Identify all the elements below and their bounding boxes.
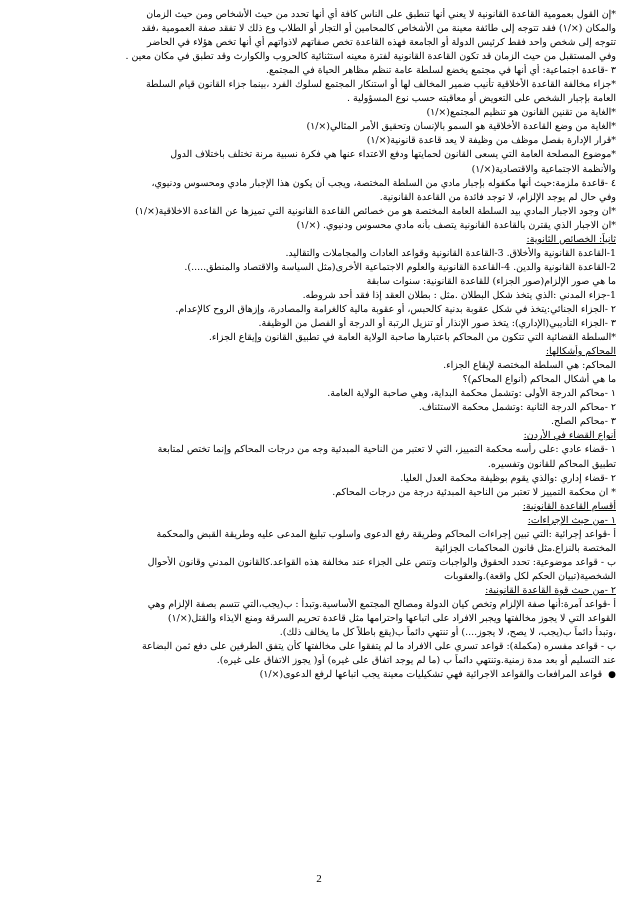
text-line: القواعد التي لا يجوز مخالفتها ويجبر الافراد على اتباعها واحترامها مثل قاعدة تحريم السرقة ومنع الايذاء والقتل(×/١): [167, 613, 616, 625]
text-line: * ان محكمة التمييز لا تعتبر من الناحية المبدئية درجة من درجات المحاكم.: [332, 486, 616, 498]
text-line: ما هي صور الإلزام(صور الجزاء) للقاعدة القانونية: سنوات سابقة: [366, 275, 616, 287]
section-heading: أنواع القضاء في الأردن:: [523, 430, 616, 442]
text-line: *قرار الإدارة بفصل موظف من وظيفة لا يعد قاعدة قانونية(×/١): [366, 135, 616, 147]
text-line: المحاكم: هي السلطة المختصة لإيقاع الجزاء.: [443, 360, 616, 372]
text-line: عند التسليم أو بعد مدة زمنية.وتنتهي دائماً ب (ما لم يوجد اتفاق على غيره) أو( يجوز الاتفاق على غيره).: [216, 655, 616, 667]
text-line: والمكان (×/١) فقد تتوجه إلى طائفة معينة من الأشخاص كالمحامين أو التجار أو الطلاب وع ذلك لا تفقد صفة العمومية ،فقد: [141, 23, 616, 35]
text-line: ،وتبدأ دائماً ب(يجب، لا يصح، لا يجوز....) أو تنتهي دائماً ب(يقع باطلاً كل ما يخالف ذلك).: [279, 627, 616, 639]
text-line: الشخصية(تبيان الحكم لكل واقعة).والعقوبات: [444, 570, 616, 582]
section-heading: ثانياً: الخصائص الثانوية:: [526, 233, 616, 245]
text-line: *جزاء مخالفة القاعدة الأخلاقية تأنيب ضمير المخالف لها أو استنكار المجتمع لسلوك الفرد ،بينما جزاء القانون قيام السلطة: [145, 79, 616, 91]
section-heading: ١ -من حيث الإجراءات:: [527, 514, 616, 526]
bullet-icon: ●: [608, 670, 616, 681]
text-line: ١ -محاكم الدرجة الأولى :وتشمل محكمة البداية، وهي صاحبة الولاية العامة.: [327, 388, 616, 400]
text-line: والأنظمة الاجتماعية والاقتصادية(×/١): [471, 163, 616, 175]
text-line: 1-القاعدة القانونية والأخلاق. 3-القاعدة القانونية وقواعد العادات والمجاملات والتقاليد.: [285, 247, 616, 259]
section-heading: المحاكم وأشكالها:: [545, 346, 616, 358]
text-line: *موضوع المصلحة العامة التي يسعى القانون لحمايتها ودفع الاعتداء عنها هي فكرة نسبية مرنة تختلف باختلاف الدول: [170, 149, 616, 161]
text-line: 1-جزاء المدني :الذي يتخذ شكل البطلان .مثل : بطلان العقد إذا فقد أحد شروطه.: [302, 289, 616, 301]
text-line: ب - قواعد موضوعية: تحدد الحقوق والواجبات وتنص على الجزاء عند مخالفة هذه القواعد.كالقانون المدني وقانون الأحوال: [147, 556, 616, 568]
section-heading: ٢ -من حيث قوة القاعدة القانونية:: [485, 584, 616, 596]
text-line: تطبيق المحاكم للقانون وتفسيره.: [487, 458, 616, 470]
bullet-text: قواعد المرافعات والقواعد الاجرائية فهي تشكيليات معينة يجب اتباعها لرفع الدعوى(×/١): [259, 669, 603, 681]
text-line: ٢ -الجزاء الجنائي:يتخذ في شكل عقوبة بدنية كالحبس، أو عقوبة مالية كالغرامة والمصادرة، وإزهاق الروح كالإعدام.: [175, 303, 616, 315]
text-line: تتوجه إلى شخص واحد فقط كرئيس الدولة أو الجامعة فهذه القاعدة تخص صفاتهم لاذواتهم أي أنها تخص هؤلاء في الحاضر: [147, 37, 616, 49]
page-number: 2: [316, 873, 322, 885]
text-line: 2-القاعدة القانونية والدين. 4-القاعدة القانونية والعلوم الاجتماعية الأخرى(مثل السياسة والاقتصاد والمنطق.....).: [184, 261, 616, 273]
text-line: ما هي أشكال المحاكم (أنواع المحاكم)؟: [462, 374, 616, 386]
text-line: *ان وجود الاجبار المادي بيد السلطة العامة المختصة هو من خصائص القاعدة القانونية التي تميزها عن القاعدة الاخلاقية(×/١): [135, 205, 616, 217]
text-line: العامة بإجبار الشخص على التعويض أو معاقبته حسب نوع المسؤولية .: [347, 93, 616, 105]
text-line: وفي المستقبل من حيث الزمان قد تكون القاعدة القانونية لفترة معينه استثنائية كالحروب والكوارث وقد تطبق في مكان معين .: [125, 51, 616, 63]
text-line: ٤ -قاعدة ملزمة:حيث أنها مكفوله بإجبار مادي من السلطة المختصة، ويجب أن يكون هذا الإجبار مادي ومحسوس ودنيوي،: [151, 177, 616, 189]
text-line: *الغاية من وضع القاعدة الأخلاقية هو السمو بالإنسان وتحقيق الأمر المثالي(×/١): [306, 121, 616, 133]
bullet-line: [22, 668, 616, 682]
text-line: ب - قواعد مفسره (مكملة): قواعد تسري على الافراد ما لم يتفقوا على مخالفتها كأن يتفق الطرفين على دفع ثمن البضاعة: [141, 641, 616, 653]
text-line: ٢ -محاكم الدرجة الثانية :وتشمل محكمة الاستئناف.: [418, 402, 616, 414]
text-line: أ -قواعد آمرة:أنها صفة الإلزام وتخص كيان الدولة ومصالح المجتمع الأساسية.وتبدأ : ب(يجب،التي تتسم بصفة الإلزام وهي: [147, 598, 616, 610]
text-line: *الغاية من تقنين القانون هو تنظيم المجتمع(×/١): [426, 107, 616, 119]
text-line: ٣ -الجزاء التأديبي(الإداري): يتخذ صور الإنذار أو تنزيل الرتبة أو الدرجة أو الفصل من الوظيفة.: [258, 318, 616, 330]
text-line: ٣ -قاعدة اجتماعية: أي أنها في مجتمع يخضع لسلطة عامة تنظم مظاهر الحياة في المجتمع.: [266, 65, 616, 77]
text-line: *السلطة القضائية التي تتكون من المحاكم باعتبارها صاحبة الولاية العامة في تطبيق القانون وإيقاع الجزاء.: [208, 332, 616, 344]
text-line: ١ -قضاء عادي :على رأسه محكمة التمييز، التي لا تعتبر من الناحية المبدئية وجه من درجات المحاكم وإنما تختص لمتابعة: [157, 444, 616, 456]
text-line: أ -قواعد إجرائية :التي تبين إجراءات المحاكم وطريقة رفع الدعوى واسلوب تبليغ المدعى عليه وطريقة القبض والمحكمة: [156, 528, 616, 540]
document-body: [22, 8, 616, 682]
text-line: المختصة بالنزاع.مثل قانون المحاكمات الجزائية: [434, 542, 616, 554]
section-heading: أقسام القاعدة القانونية:: [522, 500, 616, 512]
text-line: *إن القول بعمومية القاعدة القانونية لا يعني أنها تنطبق على الناس كافة أي أنها تحدد من حيث الأشخاص ومن حيث الزمان: [146, 9, 616, 20]
text-line: ٣ -محاكم الصلح.: [551, 416, 616, 428]
text-line: وفي حال لم يوجد الإلزام، لا توجد فائدة من القاعدة القانونية.: [379, 191, 616, 203]
text-line: *ان الاجبار الذي يقترن بالقاعدة القانونية يتصف بأنه مادي محسوس ودنيوي. (×/١): [296, 219, 616, 231]
text-line: ٢ -قضاء إداري :والذي يقوم بوظيفة محكمة العدل العليا.: [400, 472, 616, 484]
